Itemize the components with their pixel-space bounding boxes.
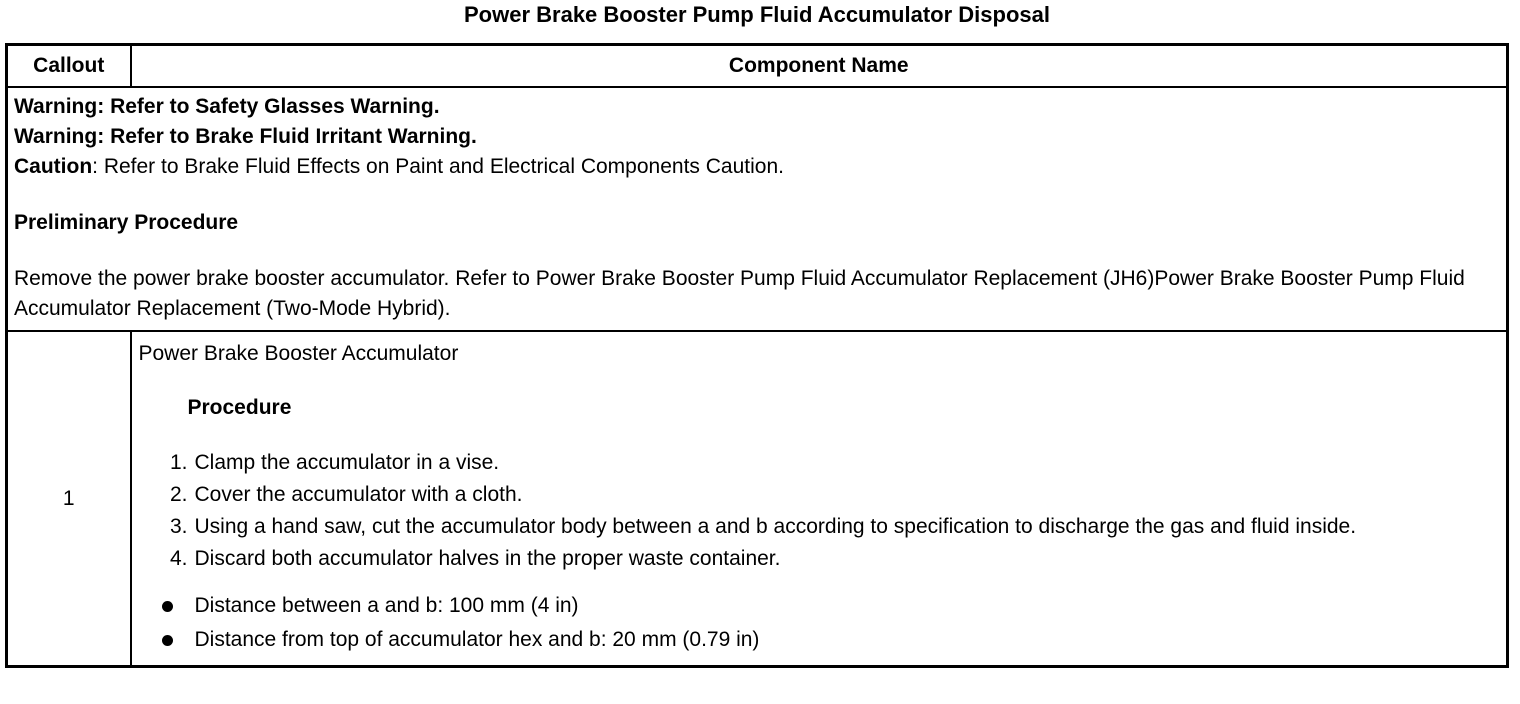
step-text: Using a hand saw, cut the accumulator body between a and b according to specification to discharge the gas and fluid inside. — [194, 515, 1357, 538]
column-header-component-name: Component Name — [131, 45, 1508, 88]
step-number: 3. — [169, 515, 188, 538]
procedure-table — [5, 43, 1509, 668]
preliminary-procedure-text: Remove the power brake booster accumulator. Refer to Power Brake Booster Pump Fluid Accumulator Replacement (JH6)Power Brake Booster Pump Fluid Accumulator Replacement (Two-Mode Hybrid). — [14, 267, 1465, 320]
warning-text: Refer to Safety Glasses Warning. — [110, 95, 440, 118]
caution-text: : Refer to Brake Fluid Effects on Paint and Electrical Components Caution. — [92, 155, 784, 178]
step-number: 2. — [169, 483, 188, 506]
step-number: 1. — [169, 451, 188, 474]
warning-safety-glasses — [14, 92, 1500, 122]
procedure-step — [139, 544, 1501, 573]
step-number: 4. — [169, 547, 188, 570]
callout-number: 1 — [7, 331, 131, 667]
step-text: Clamp the accumulator in a vise. — [194, 451, 500, 474]
step-text: Cover the accumulator with a cloth. — [194, 483, 523, 506]
intro-cell — [7, 87, 1508, 331]
procedure-step — [139, 512, 1501, 541]
bullet-icon — [139, 601, 188, 612]
bullet-icon — [139, 635, 188, 646]
table-row — [7, 331, 1508, 667]
procedure-heading: Procedure — [187, 396, 292, 419]
specification-item — [139, 591, 1501, 621]
table-header-row — [7, 45, 1508, 88]
caution-label: Caution — [14, 155, 93, 178]
preliminary-procedure-heading: Preliminary Procedure — [14, 211, 239, 234]
warning-text: Refer to Brake Fluid Irritant Warning. — [110, 125, 477, 148]
caution-brake-fluid — [14, 152, 1500, 182]
warning-label: Warning: — [14, 125, 105, 148]
component-cell — [131, 331, 1508, 667]
page-title: Power Brake Booster Pump Fluid Accumulator Disposal — [464, 2, 1050, 27]
procedure-step — [139, 480, 1501, 509]
specification-item — [139, 625, 1501, 655]
specification-list — [139, 591, 1501, 655]
step-text: Discard both accumulator halves in the proper waste container. — [194, 547, 781, 570]
procedure-step — [139, 448, 1501, 477]
warning-label: Warning: — [14, 95, 105, 118]
specification-text: Distance between a and b: 100 mm (4 in) — [194, 594, 579, 617]
column-header-callout: Callout — [7, 45, 131, 88]
procedure-steps — [139, 448, 1501, 573]
component-name: Power Brake Booster Accumulator — [138, 342, 459, 365]
warning-brake-fluid-irritant — [14, 122, 1500, 152]
intro-row — [7, 87, 1508, 331]
specification-text: Distance from top of accumulator hex and b: 20 mm (0.79 in) — [194, 628, 760, 651]
